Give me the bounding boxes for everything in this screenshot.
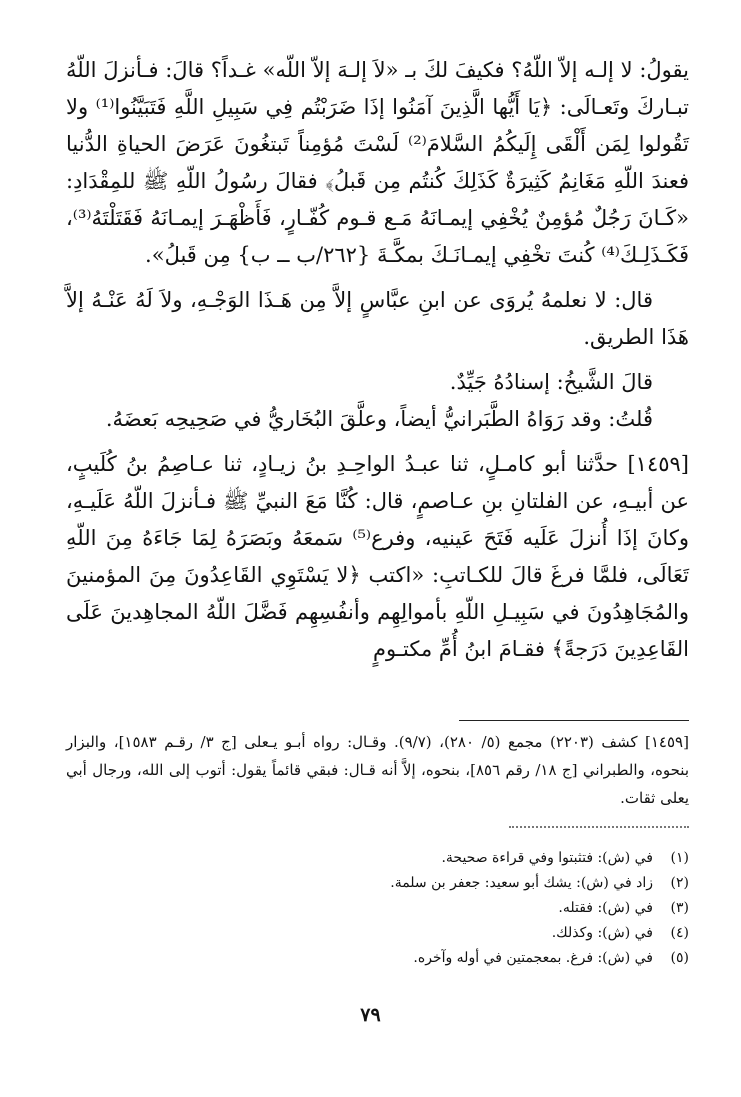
footnote-number: (٢) bbox=[670, 875, 689, 891]
bazzar-comment-paragraph: قال: لا نعلمهُ يُروَى عن ابنِ عبَّاسٍ إلاَّ مِن هَـذَا الوَجْـهِ، ولاَ لَهُ عَنْـهُ إلاَّ هَذَا الطريق. bbox=[66, 288, 689, 349]
shaykh-grading-paragraph: قالَ الشَّيخُ: إسنادُهُ جَيِّدٌ. bbox=[449, 370, 653, 394]
page-number: ٧٩ bbox=[360, 1004, 381, 1026]
footnote-number: (٥) bbox=[670, 950, 689, 966]
footnotes-list bbox=[269, 846, 689, 971]
footnote-item bbox=[269, 946, 689, 971]
footnote-item bbox=[269, 846, 689, 871]
footnote-number: (١) bbox=[670, 850, 689, 866]
footnote-number: (٣) bbox=[670, 900, 689, 916]
footnote-separator bbox=[459, 720, 689, 721]
dotted-divider bbox=[509, 826, 689, 828]
footnote-text: في (ش): وكذلك. bbox=[551, 925, 653, 941]
footnote-text: في (ش): فقتله. bbox=[558, 900, 653, 916]
footnote-item bbox=[269, 896, 689, 921]
footnote-text: في (ش): فتثبتوا وفي قراءة صحيحة. bbox=[441, 850, 653, 866]
hadith-continuation-paragraph: يقولُ: لا إلـه إلاّ اللّهُ؟ فكيفَ لكَ بـ «لاَ إلـهَ إلاّ اللّه» غـداً؟ قالَ: فـأنزلَ اللّهُ تبـاركَ وتَعـالَى: ﴿يَا أَيُّها الَّذِينَ آمَنُوا إذَا ضَرَبْتُم فِي سَبِيلِ اللَّهِ فَتَبَيَّنُوا⁽¹⁾ ولا تَقُولوا لِمَن أَلْقَى إِلَيكُمُ السَّلامَ⁽²⁾ لَسْتَ مُؤمِناً تَبتغُونَ عَرَضَ الحياةِ الدُّنيا فعندَ اللّهِ مَغَانِمُ كَثِيرَةٌ كَذَلِكَ كُنتُم مِن قَبلُ﴾ فقالَ رسُولُ اللّهِ ﷺ للمِقْدَادِ: «كَـانَ رَجُلٌ مُؤمِنٌ يُخْفِي إيمـانَهُ مَـع قـوم كُفّـارٍ، فَأَظْهَـرَ إيمـانَهُ فَقَتَلْتَهُ⁽³⁾، فَكَـذَلِـكَ⁽⁴⁾ كُنتَ تخْفِي إيمـانَـكَ بمكَّـةَ {٢٦٢/ب ــ ب} مِن قَبلُ». bbox=[66, 58, 690, 267]
takhrij-note bbox=[66, 728, 689, 812]
footnote-item bbox=[269, 921, 689, 946]
footnote-text: في (ش): فرغ. بمعجمتين في أوله وآخره. bbox=[413, 950, 653, 966]
main-text bbox=[66, 52, 689, 668]
footnote-number: (٤) bbox=[670, 925, 689, 941]
footnote-item bbox=[269, 871, 689, 896]
takhrij-text: [١٤٥٩] كشف (٢٢٠٣) مجمع (٥/ ٢٨٠)، (٩/٧). وقـال: رواه أبـو يـعلى [ج ٣/ رقـم ١٥٨٣]، والبزار بنحوه، والطبراني [ج ١٨/ رقم ٨٥٦]، بنحوه، إلاَّ أنه قـال: فبقي قائماً يقول: أتوب إلى الله، ورجال أبي يعلى ثقات. bbox=[66, 733, 689, 807]
author-note-paragraph: قُلتُ: وقد رَوَاهُ الطَّبَرانيُّ أيضاً، وعلَّقَ البُخَاريُّ في صَحِيحِه بَعضَهُ. bbox=[105, 407, 653, 431]
hadith-1459-paragraph: [١٤٥٩] حدَّثنا أبو كامـلٍ، ثنا عبـدُ الواحِـدِ بنُ زيـادٍ، ثنا عـاصِمُ بنُ كُلَيبٍ، عن أبيـهِ، عن الفلتانِ بنِ عـاصمٍ، قال: كُنَّا مَعَ النبيِّ ﷺ فـأنزلَ اللّهُ عَلَيـهِ، وكانَ إذَا أُنزلَ عَلَيه فَتَحَ عَينيه، وفرع⁽⁵⁾ سَمعَهُ وبَصَرَهُ لِمَا جَاءَهُ مِنَ اللّهِ تَعَالَى، فلمَّا فرغَ قالَ للكـاتبِ: «اكتب ﴿لا يَسْتَوِي القَاعِدُونَ مِنَ المؤمنينَ والمُجَاهِدُونَ في سَبِيـلِ اللّهِ بأموالِهِم وأنفُسِهِم فَضَّلَ اللّهُ المجاهِدينَ عَلَى القَاعِدِينَ دَرَجةً﴾ فقـامَ ابنُ أُمِّ مكتـومٍ bbox=[66, 452, 689, 661]
footnote-text: زاد في (ش): يشك أبو سعيد: جعفر بن سلمة. bbox=[390, 875, 653, 891]
